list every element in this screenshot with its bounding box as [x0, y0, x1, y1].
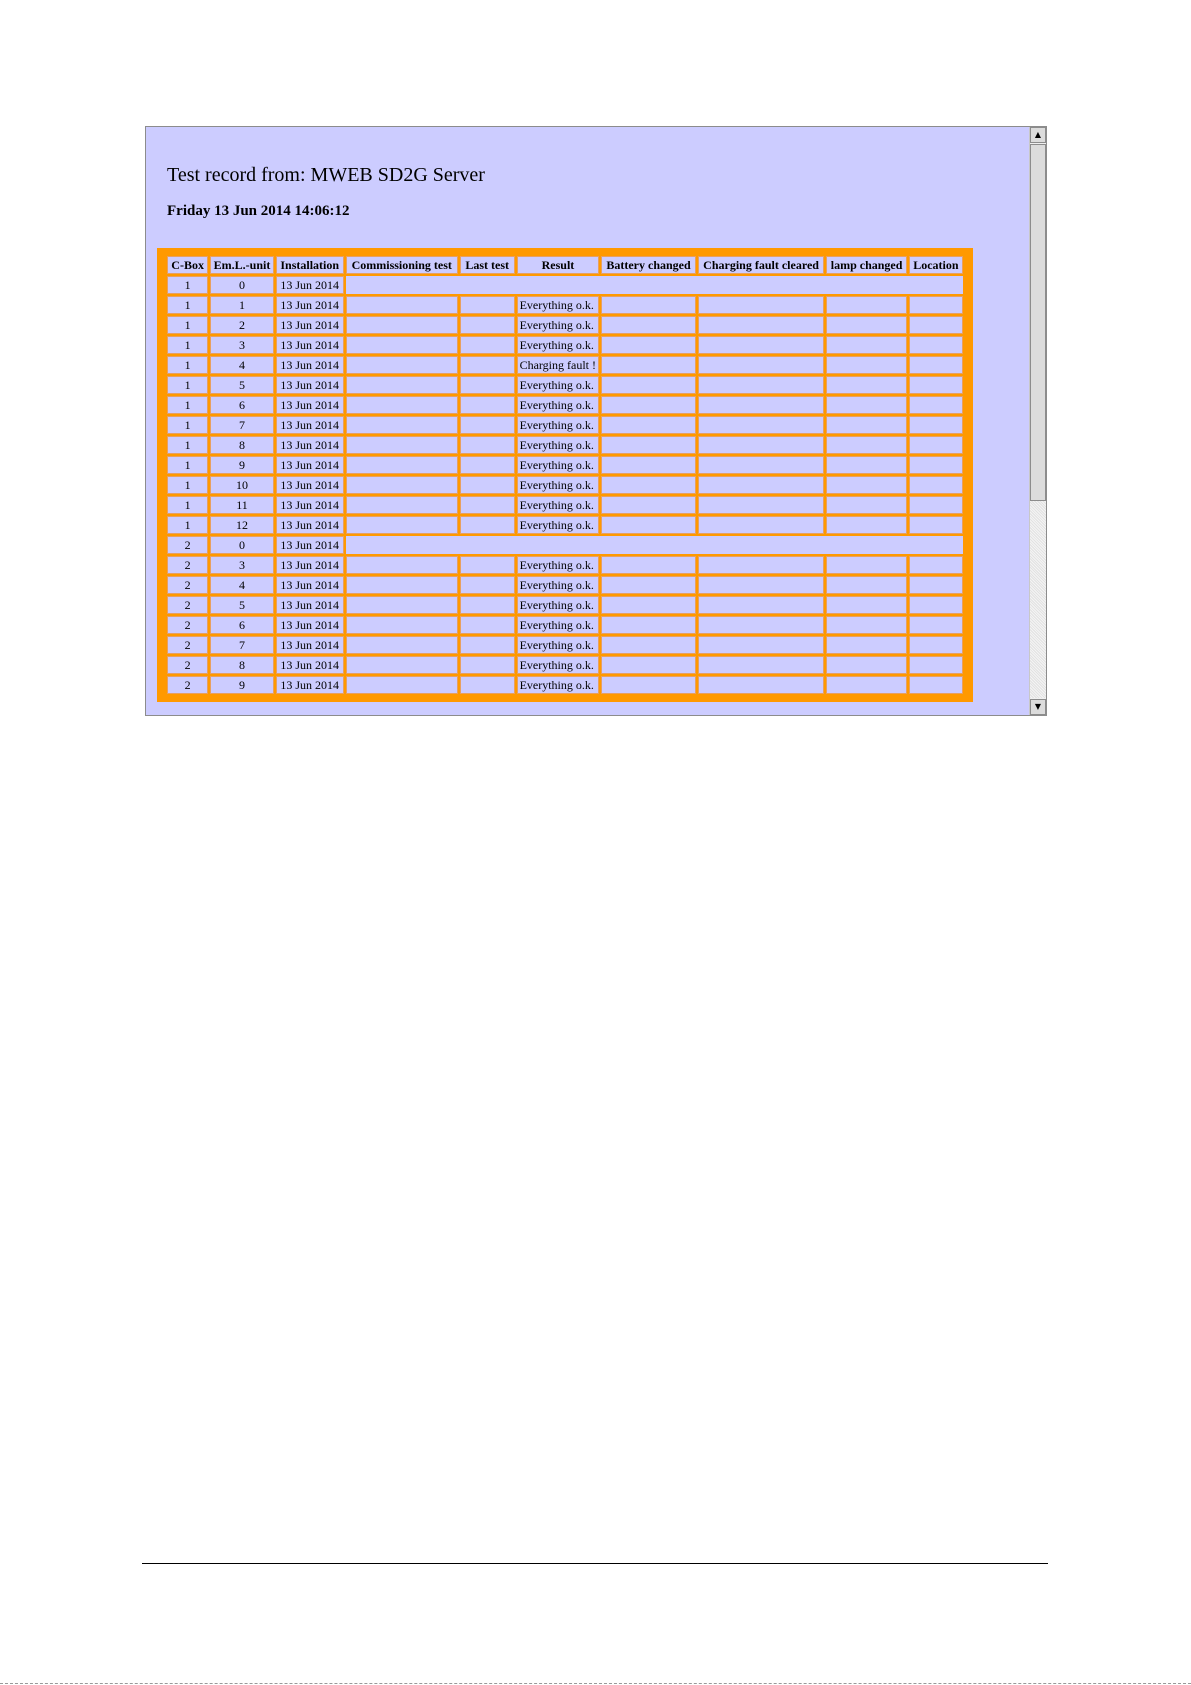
- cell-battery-changed: [601, 416, 695, 434]
- cell-installation: 13 Jun 2014: [276, 596, 344, 614]
- cell-last-test: [460, 616, 515, 634]
- cell-cbox: 1: [167, 376, 208, 394]
- scrollbar-thumb[interactable]: [1030, 144, 1046, 501]
- cell-unit: 5: [210, 596, 273, 614]
- cell-commissioning-test: [346, 316, 458, 334]
- scroll-down-button[interactable]: [1030, 699, 1046, 715]
- cell-unit: 9: [210, 456, 273, 474]
- cell-lamp-changed: [826, 376, 906, 394]
- cell-battery-changed: [601, 496, 695, 514]
- cell-result: Everything o.k.: [517, 556, 600, 574]
- cell-unit: 10: [210, 476, 273, 494]
- cell-lamp-changed: [826, 476, 906, 494]
- cell-last-test: [460, 376, 515, 394]
- table-row: [167, 656, 963, 674]
- cell-last-test: [460, 296, 515, 314]
- cell-unit: 9: [210, 676, 273, 694]
- cell-result: Everything o.k.: [517, 576, 600, 594]
- cell-cbox: 1: [167, 316, 208, 334]
- cell-result: Charging fault !: [517, 356, 600, 374]
- cell-lamp-changed: [826, 556, 906, 574]
- cell-location: [909, 296, 963, 314]
- cell-cbox: 1: [167, 516, 208, 534]
- cell-lamp-changed: [826, 676, 906, 694]
- cell-cbox: 1: [167, 496, 208, 514]
- cell-last-test: [460, 356, 515, 374]
- cell-location: [909, 396, 963, 414]
- cell-battery-changed: [601, 296, 695, 314]
- cell-charging-fault-cleared: [698, 596, 825, 614]
- cell-last-test: [460, 336, 515, 354]
- cell-result: Everything o.k.: [517, 336, 600, 354]
- cell-cbox: 2: [167, 676, 208, 694]
- cell-unit: 12: [210, 516, 273, 534]
- cell-commissioning-test: [346, 656, 458, 674]
- table-row: [167, 376, 963, 394]
- cell-installation: 13 Jun 2014: [276, 656, 344, 674]
- cell-lamp-changed: [826, 496, 906, 514]
- cell-charging-fault-cleared: [698, 296, 825, 314]
- cell-lamp-changed: [826, 356, 906, 374]
- cell-cbox: 1: [167, 356, 208, 374]
- cell-battery-changed: [601, 636, 695, 654]
- cell-location: [909, 636, 963, 654]
- cell-commissioning-test: [346, 516, 458, 534]
- cell-commissioning-test: [346, 556, 458, 574]
- cell-charging-fault-cleared: [698, 656, 825, 674]
- column-header-last-test: Last test: [460, 256, 515, 274]
- column-header-lamp-changed: lamp changed: [826, 256, 906, 274]
- cell-result: Everything o.k.: [517, 636, 600, 654]
- table-row: [167, 356, 963, 374]
- cell-charging-fault-cleared: [698, 336, 825, 354]
- cell-battery-changed: [601, 456, 695, 474]
- cell-result: Everything o.k.: [517, 656, 600, 674]
- cell-unit: 6: [210, 396, 273, 414]
- table-row: [167, 596, 963, 614]
- cell-location: [909, 576, 963, 594]
- cell-charging-fault-cleared: [698, 636, 825, 654]
- cell-last-test: [460, 596, 515, 614]
- cell-commissioning-test: [346, 596, 458, 614]
- cell-last-test: [460, 316, 515, 334]
- vertical-scrollbar[interactable]: [1029, 127, 1046, 715]
- cell-commissioning-test: [346, 476, 458, 494]
- cell-installation: 13 Jun 2014: [276, 456, 344, 474]
- cell-cbox: 1: [167, 456, 208, 474]
- cell-installation: 13 Jun 2014: [276, 276, 344, 294]
- table-row: [167, 276, 963, 294]
- cell-unit: 1: [210, 296, 273, 314]
- cell-cbox: 2: [167, 656, 208, 674]
- table-row: [167, 456, 963, 474]
- cell-unit: 8: [210, 656, 273, 674]
- column-header-installation: Installation: [276, 256, 344, 274]
- cell-unit: 3: [210, 556, 273, 574]
- cell-unit: 7: [210, 636, 273, 654]
- cell-unit: 3: [210, 336, 273, 354]
- scrollbar-track[interactable]: [1030, 501, 1046, 698]
- cell-charging-fault-cleared: [698, 456, 825, 474]
- page-date: Friday 13 Jun 2014 14:06:12: [167, 203, 350, 219]
- cell-commissioning-test: [346, 636, 458, 654]
- cell-installation: 13 Jun 2014: [276, 356, 344, 374]
- cell-unit: 7: [210, 416, 273, 434]
- cell-installation: 13 Jun 2014: [276, 516, 344, 534]
- table-row: [167, 636, 963, 654]
- cell-result: Everything o.k.: [517, 596, 600, 614]
- cell-installation: 13 Jun 2014: [276, 416, 344, 434]
- cell-charging-fault-cleared: [698, 356, 825, 374]
- table-row: [167, 336, 963, 354]
- cell-location: [909, 516, 963, 534]
- table-frame: [157, 248, 973, 702]
- cell-result: Everything o.k.: [517, 376, 600, 394]
- cell-charging-fault-cleared: [698, 376, 825, 394]
- cell-cbox: 2: [167, 556, 208, 574]
- cell-result: Everything o.k.: [517, 436, 600, 454]
- cell-battery-changed: [601, 356, 695, 374]
- cell-lamp-changed: [826, 636, 906, 654]
- cell-result: Everything o.k.: [517, 496, 600, 514]
- cell-location: [909, 316, 963, 334]
- table-row: [167, 616, 963, 634]
- table-header-row: [167, 256, 963, 274]
- cell-charging-fault-cleared: [698, 436, 825, 454]
- cell-charging-fault-cleared: [698, 496, 825, 514]
- cell-last-test: [460, 476, 515, 494]
- cell-location: [909, 616, 963, 634]
- cell-location: [909, 476, 963, 494]
- cell-charging-fault-cleared: [698, 396, 825, 414]
- cell-lamp-changed: [826, 596, 906, 614]
- cell-installation: 13 Jun 2014: [276, 496, 344, 514]
- cell-cbox: 1: [167, 336, 208, 354]
- cell-cbox: 2: [167, 636, 208, 654]
- table-row: [167, 296, 963, 314]
- cell-charging-fault-cleared: [698, 316, 825, 334]
- cell-lamp-changed: [826, 316, 906, 334]
- cell-installation: 13 Jun 2014: [276, 476, 344, 494]
- cell-battery-changed: [601, 596, 695, 614]
- cell-commissioning-test: [346, 416, 458, 434]
- cell-last-test: [460, 656, 515, 674]
- table-row: [167, 676, 963, 694]
- cell-last-test: [460, 396, 515, 414]
- table-row: [167, 496, 963, 514]
- cell-battery-changed: [601, 316, 695, 334]
- cell-commissioning-test: [346, 456, 458, 474]
- cell-unit: 0: [210, 276, 273, 294]
- cell-location: [909, 336, 963, 354]
- cell-result: Everything o.k.: [517, 616, 600, 634]
- cell-installation: 13 Jun 2014: [276, 576, 344, 594]
- cell-charging-fault-cleared: [698, 576, 825, 594]
- cell-battery-changed: [601, 396, 695, 414]
- table-row: [167, 316, 963, 334]
- cell-lamp-changed: [826, 516, 906, 534]
- table-row: [167, 576, 963, 594]
- cell-cbox: 1: [167, 436, 208, 454]
- empty-row-remainder: [346, 536, 963, 554]
- cell-last-test: [460, 456, 515, 474]
- cell-commissioning-test: [346, 496, 458, 514]
- column-header-result: Result: [517, 256, 600, 274]
- arrow-up-icon: ▲: [1034, 130, 1042, 139]
- cell-battery-changed: [601, 556, 695, 574]
- cell-location: [909, 496, 963, 514]
- cell-installation: 13 Jun 2014: [276, 296, 344, 314]
- cell-lamp-changed: [826, 336, 906, 354]
- cell-unit: 4: [210, 356, 273, 374]
- cell-last-test: [460, 496, 515, 514]
- cell-commissioning-test: [346, 396, 458, 414]
- column-header-location: Location: [909, 256, 963, 274]
- cell-charging-fault-cleared: [698, 416, 825, 434]
- cell-lamp-changed: [826, 576, 906, 594]
- cell-unit: 4: [210, 576, 273, 594]
- cell-lamp-changed: [826, 456, 906, 474]
- cell-battery-changed: [601, 676, 695, 694]
- cell-installation: 13 Jun 2014: [276, 396, 344, 414]
- cell-charging-fault-cleared: [698, 556, 825, 574]
- cell-installation: 13 Jun 2014: [276, 636, 344, 654]
- table-row: [167, 556, 963, 574]
- cell-charging-fault-cleared: [698, 676, 825, 694]
- table-row: [167, 516, 963, 534]
- cell-commissioning-test: [346, 616, 458, 634]
- column-header-cbox: C-Box: [167, 256, 208, 274]
- cell-cbox: 1: [167, 416, 208, 434]
- cell-result: Everything o.k.: [517, 296, 600, 314]
- cell-result: Everything o.k.: [517, 676, 600, 694]
- cell-cbox: 1: [167, 296, 208, 314]
- page-viewport: [146, 127, 1029, 715]
- cell-location: [909, 456, 963, 474]
- cell-commissioning-test: [346, 296, 458, 314]
- cell-battery-changed: [601, 476, 695, 494]
- cell-location: [909, 676, 963, 694]
- cell-lamp-changed: [826, 436, 906, 454]
- column-header-unit: Em.L.-unit: [210, 256, 273, 274]
- cell-installation: 13 Jun 2014: [276, 616, 344, 634]
- cell-location: [909, 596, 963, 614]
- cell-location: [909, 416, 963, 434]
- table-row: [167, 476, 963, 494]
- cell-unit: 5: [210, 376, 273, 394]
- cell-charging-fault-cleared: [698, 516, 825, 534]
- cell-unit: 11: [210, 496, 273, 514]
- cell-charging-fault-cleared: [698, 616, 825, 634]
- page-bottom-border: [0, 1683, 1191, 1684]
- scroll-up-button[interactable]: [1030, 127, 1046, 143]
- cell-unit: 2: [210, 316, 273, 334]
- cell-installation: 13 Jun 2014: [276, 676, 344, 694]
- cell-commissioning-test: [346, 436, 458, 454]
- cell-location: [909, 376, 963, 394]
- cell-commissioning-test: [346, 576, 458, 594]
- footer-divider: [142, 1563, 1048, 1564]
- cell-result: Everything o.k.: [517, 416, 600, 434]
- empty-row-remainder: [346, 276, 963, 294]
- table-row: [167, 396, 963, 414]
- cell-installation: 13 Jun 2014: [276, 376, 344, 394]
- cell-battery-changed: [601, 656, 695, 674]
- cell-result: Everything o.k.: [517, 476, 600, 494]
- column-header-charging-fault-cleared: Charging fault cleared: [698, 256, 825, 274]
- cell-location: [909, 436, 963, 454]
- cell-battery-changed: [601, 436, 695, 454]
- cell-last-test: [460, 676, 515, 694]
- table-body: [167, 276, 963, 694]
- cell-cbox: 2: [167, 616, 208, 634]
- cell-battery-changed: [601, 516, 695, 534]
- page-title: Test record from: MWEB SD2G Server: [167, 164, 485, 186]
- cell-last-test: [460, 416, 515, 434]
- cell-location: [909, 656, 963, 674]
- column-header-commissioning: Commissioning test: [346, 256, 458, 274]
- cell-result: Everything o.k.: [517, 516, 600, 534]
- cell-result: Everything o.k.: [517, 456, 600, 474]
- cell-lamp-changed: [826, 296, 906, 314]
- cell-cbox: 2: [167, 536, 208, 554]
- cell-installation: 13 Jun 2014: [276, 436, 344, 454]
- cell-unit: 8: [210, 436, 273, 454]
- table-row: [167, 436, 963, 454]
- cell-cbox: 1: [167, 396, 208, 414]
- cell-commissioning-test: [346, 676, 458, 694]
- table-row: [167, 416, 963, 434]
- cell-commissioning-test: [346, 376, 458, 394]
- cell-battery-changed: [601, 576, 695, 594]
- table-row: [167, 536, 963, 554]
- cell-charging-fault-cleared: [698, 476, 825, 494]
- cell-installation: 13 Jun 2014: [276, 316, 344, 334]
- cell-last-test: [460, 576, 515, 594]
- cell-commissioning-test: [346, 356, 458, 374]
- column-header-battery-changed: Battery changed: [601, 256, 695, 274]
- cell-unit: 6: [210, 616, 273, 634]
- cell-last-test: [460, 516, 515, 534]
- cell-battery-changed: [601, 376, 695, 394]
- cell-result: Everything o.k.: [517, 396, 600, 414]
- cell-location: [909, 356, 963, 374]
- cell-installation: 13 Jun 2014: [276, 556, 344, 574]
- cell-battery-changed: [601, 336, 695, 354]
- cell-cbox: 2: [167, 576, 208, 594]
- browser-window: [145, 126, 1047, 716]
- cell-lamp-changed: [826, 616, 906, 634]
- cell-last-test: [460, 436, 515, 454]
- cell-unit: 0: [210, 536, 273, 554]
- cell-cbox: 2: [167, 596, 208, 614]
- cell-installation: 13 Jun 2014: [276, 336, 344, 354]
- cell-last-test: [460, 556, 515, 574]
- cell-commissioning-test: [346, 336, 458, 354]
- cell-result: Everything o.k.: [517, 316, 600, 334]
- cell-last-test: [460, 636, 515, 654]
- cell-lamp-changed: [826, 656, 906, 674]
- cell-installation: 13 Jun 2014: [276, 536, 344, 554]
- cell-lamp-changed: [826, 396, 906, 414]
- arrow-down-icon: ▼: [1034, 702, 1042, 711]
- cell-lamp-changed: [826, 416, 906, 434]
- cell-location: [909, 556, 963, 574]
- test-record-table: [165, 254, 965, 696]
- cell-battery-changed: [601, 616, 695, 634]
- cell-cbox: 1: [167, 476, 208, 494]
- cell-cbox: 1: [167, 276, 208, 294]
